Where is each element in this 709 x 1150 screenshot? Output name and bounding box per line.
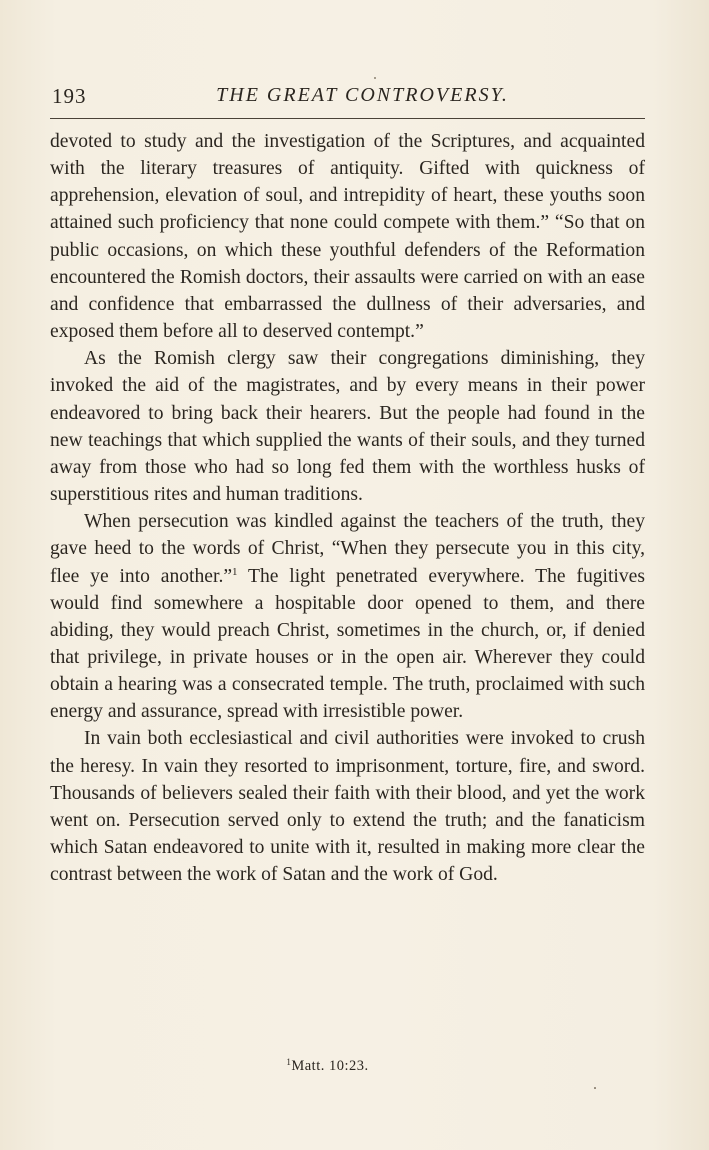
paragraph-1: devoted to study and the investigation of the Scriptures, and acquainted with the literary treasures of antiquity. Gifted with quickness of apprehension, elevation of soul, and intrepidity of heart, these youths soon attained such proficiency that none could compete with them.” “So that on public occasions, on which these youthful defenders of the Reformation encountered the Romish doctors, their assaults were carried on with an ease and confidence that embarrassed the dullness of their adversaries, and exposed them before all to deserved contempt.”	[50, 131, 645, 343]
ink-speck	[594, 1087, 596, 1089]
header-rule	[50, 118, 645, 119]
page-header	[50, 84, 645, 112]
paragraph-3-text-b: The light penetrated everywhere. The fugitives would find somewhere a hospitable door opened to them, and there abiding, they would preach Christ, sometimes in the church, or, if denied that privilege, in private houses or in the open air. Wherever they could obtain a hearing was a consecrated temple. The truth, proclaimed with such energy and assurance, spread with irresistible power.	[50, 565, 645, 723]
footnote	[50, 1058, 645, 1075]
body-text	[50, 128, 645, 888]
footnote-text: Matt. 10:23.	[291, 1058, 369, 1074]
paragraph-4: In vain both ecclesiastical and civil authorities were invoked to crush the heresy. In vain they resorted to imprisonment, torture, fire, and sword. Thousands of believers sealed their faith with their blood, and yet the work went on. Persecution served only to extend the truth; and the fanaticism which Satan endeavored to unite with it, resulted in making more clear the contrast between the work of Satan and the work of God.	[50, 728, 645, 886]
footnote-marker: 1	[286, 1057, 292, 1067]
footnote-reference: 1	[232, 565, 238, 578]
page-number: 193	[52, 84, 87, 108]
paragraph-3-text-a: When persecution was kindled against the teachers of the truth, they gave heed to the words of Christ, “When they persecute you in this city, flee ye into another.”	[50, 511, 645, 587]
ink-speck	[374, 77, 376, 79]
paragraph-3	[50, 508, 645, 725]
running-head: THE GREAT CONTROVERSY.	[216, 84, 509, 106]
paragraph-2: As the Romish clergy saw their congregations diminishing, they invoked the aid of the magistrates, and by every means in their power endeavored to bring back their hearers. But the people had found in the new teachings that which supplied the wants of their souls, and they turned away from those who had so long fed them with the worthless husks of superstitious rites and human traditions.	[50, 348, 645, 506]
